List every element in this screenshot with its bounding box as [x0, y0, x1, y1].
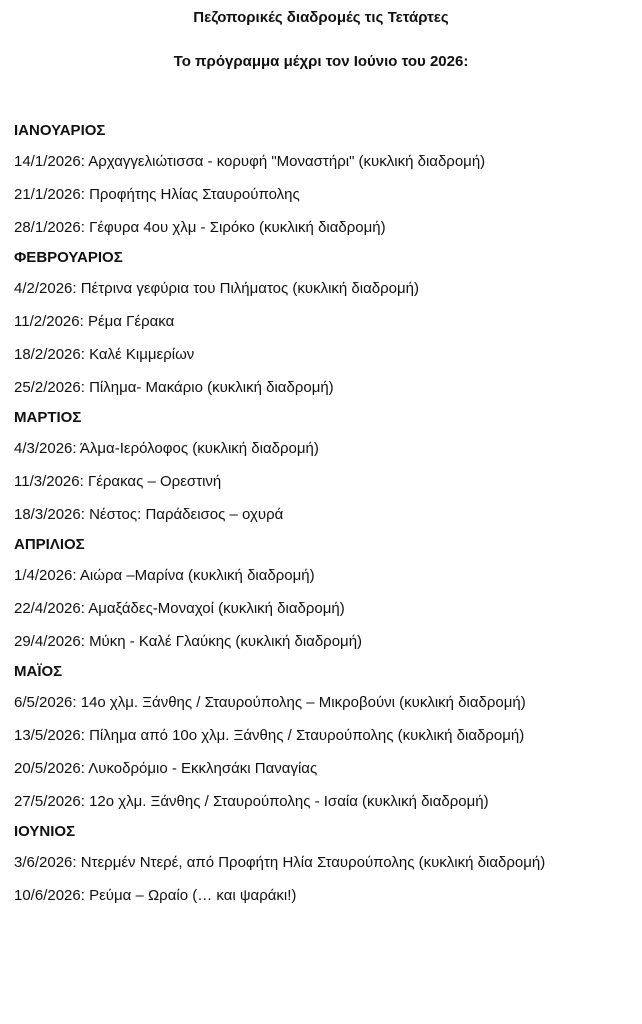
month-heading-february: ΦΕΒΡΟΥΑΡΙΟΣ: [14, 249, 123, 266]
schedule-list: [14, 117, 634, 912]
month-heading-april: ΑΠΡΙΛΙΟΣ: [14, 536, 85, 553]
schedule-entry: 3/6/2026: Ντερμέν Ντερέ, από Προφήτη Ηλία Σταυρούπολης (κυκλική διαδρομή): [14, 854, 546, 871]
schedule-entry: 18/3/2026: Νέστος: Παράδεισος – οχυρά: [14, 506, 284, 523]
schedule-entry: 25/2/2026: Πίλημα- Μακάριο (κυκλική διαδρομή): [14, 379, 334, 396]
schedule-entry: 20/5/2026: Λυκοδρόμιο - Εκκλησάκι Παναγίας: [14, 760, 318, 777]
schedule-entry: 11/2/2026: Ρέμα Γέρακα: [14, 313, 175, 330]
document-subtitle: Το πρόγραμμα μέχρι τον Ιούνιο του 2026:: [173, 53, 469, 70]
schedule-entry: 6/5/2026: 14ο χλμ. Ξάνθης / Σταυρούπολης – Μικροβούνι (κυκλική διαδρομή): [14, 694, 526, 711]
month-heading-june: ΙΟΥΝΙΟΣ: [14, 823, 76, 840]
schedule-entry: 18/2/2026: Καλέ Κιμμερίων: [14, 346, 195, 363]
month-heading-january: ΙΑΝΟΥΑΡΙΟΣ: [14, 122, 106, 139]
schedule-entry: 13/5/2026: Πίλημα από 10ο χλμ. Ξάνθης / Σταυρούπολης (κυκλική διαδρομή): [14, 727, 525, 744]
schedule-entry: 4/3/2026: Άλμα-Ιερόλοφος (κυκλική διαδρομή): [14, 440, 319, 457]
schedule-entry: 27/5/2026: 12ο χλμ. Ξάνθης / Σταυρούπολης - Ισαία (κυκλική διαδρομή): [14, 793, 489, 810]
document-title: Πεζοπορικές διαδρομές τις Τετάρτες: [193, 9, 449, 26]
schedule-entry: 29/4/2026: Μύκη - Καλέ Γλαύκης (κυκλική διαδρομή): [14, 633, 363, 650]
schedule-entry: 21/1/2026: Προφήτης Ηλίας Σταυρούπολης: [14, 186, 300, 203]
schedule-entry: 4/2/2026: Πέτρινα γεφύρια του Πιλήματος (κυκλική διαδρομή): [14, 280, 419, 297]
month-heading-may: ΜΑΪΟΣ: [14, 663, 63, 680]
month-heading-march: ΜΑΡΤΙΟΣ: [14, 409, 82, 426]
schedule-entry: 14/1/2026: Αρχαγγελιώτισσα - κορυφή "Μοναστήρι" (κυκλική διαδρομή): [14, 153, 486, 170]
schedule-entry: 11/3/2026: Γέρακας – Ορεστινή: [14, 473, 222, 490]
schedule-entry: 22/4/2026: Αμαξάδες-Μοναχοί (κυκλική διαδρομή): [14, 600, 345, 617]
schedule-entry: 28/1/2026: Γέφυρα 4ου χλμ - Σιρόκο (κυκλική διαδρομή): [14, 219, 386, 236]
schedule-entry: 10/6/2026: Ρεύμα – Ωραίο (… και ψαράκι!): [14, 887, 297, 904]
schedule-entry: 1/4/2026: Αιώρα –Μαρίνα (κυκλική διαδρομή): [14, 567, 315, 584]
